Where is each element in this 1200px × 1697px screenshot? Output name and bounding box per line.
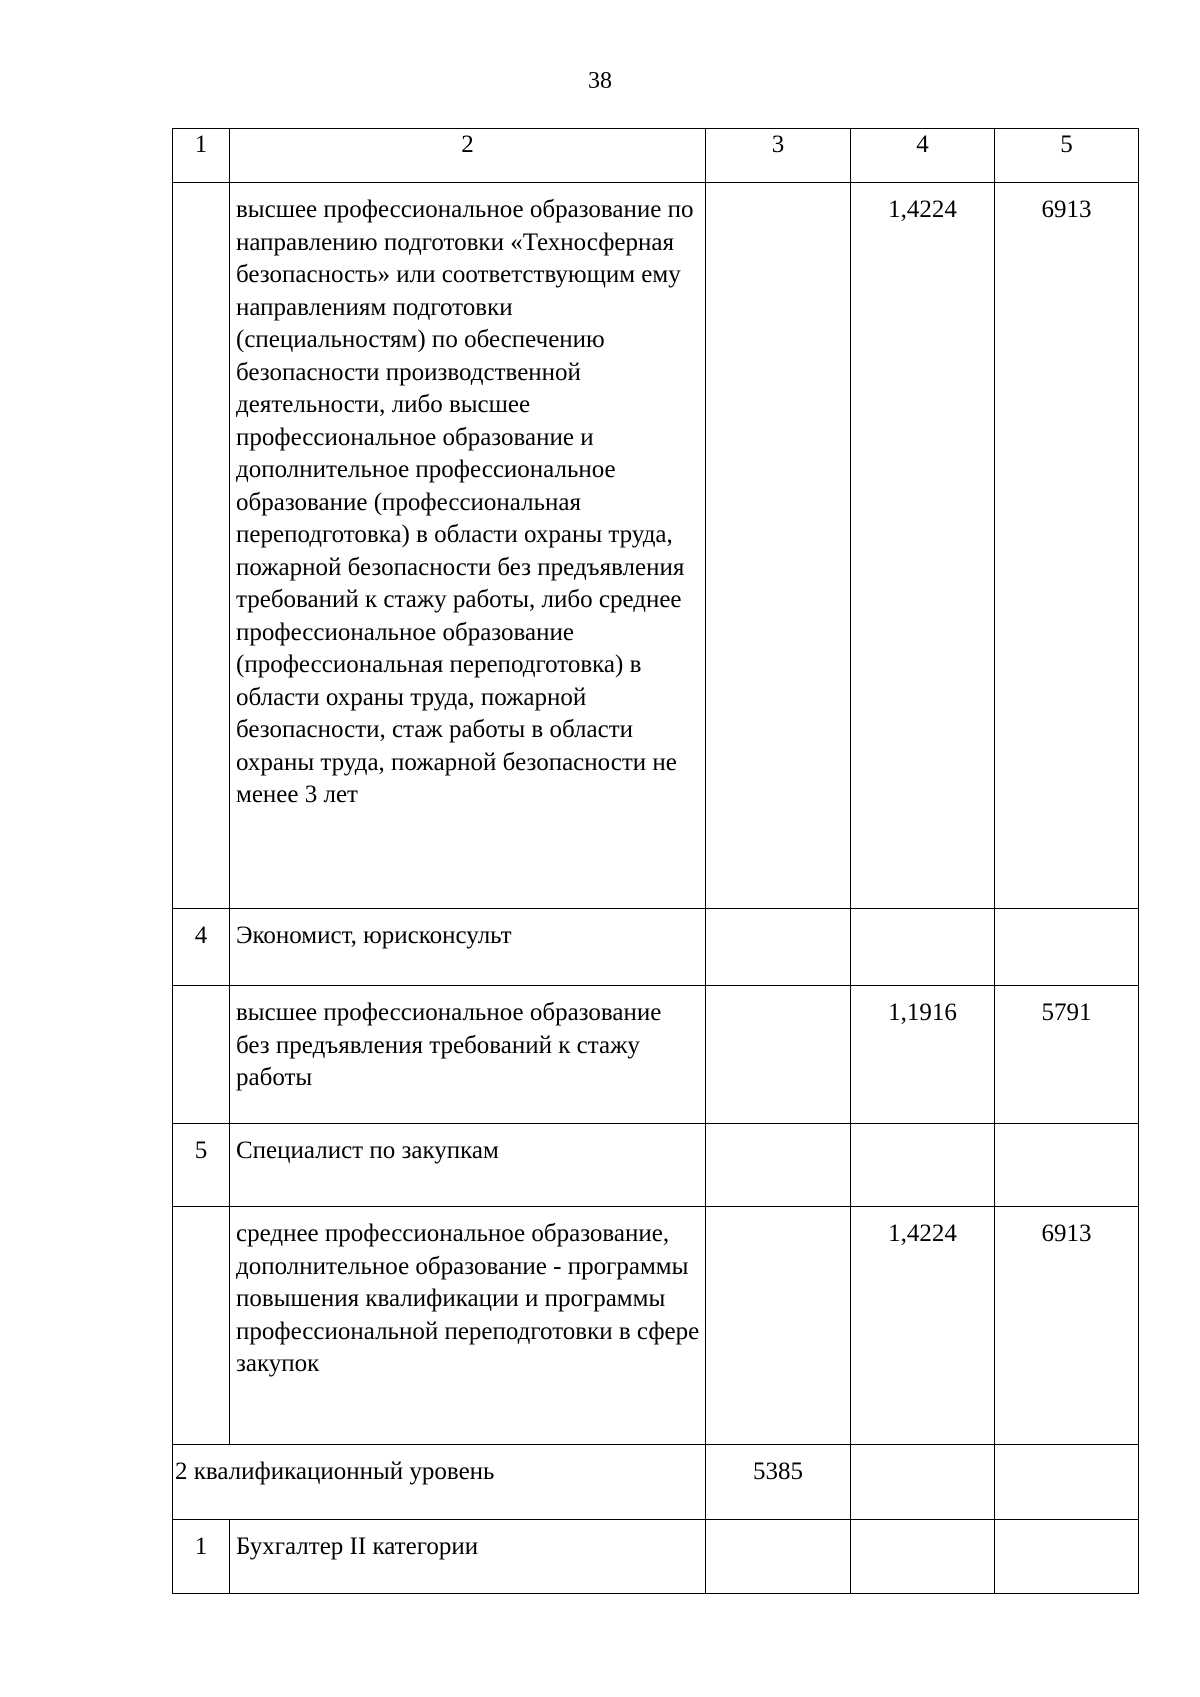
table-row [173, 183, 1139, 909]
row-number: 1 [173, 1520, 230, 1594]
coefficient-cell [851, 1445, 995, 1520]
page-number: 38 [588, 68, 612, 94]
coefficient-cell [851, 909, 995, 986]
row-number [173, 183, 230, 909]
table-row [173, 1520, 1139, 1594]
base-salary-cell: 5385 [706, 1445, 851, 1520]
qualification-table [172, 128, 1139, 1594]
coefficient-cell [851, 1520, 995, 1594]
coefficient-cell [851, 1124, 995, 1207]
row-number [173, 986, 230, 1124]
qualification-level-row [173, 1445, 1139, 1520]
qualification-level-label: 2 квалификационный уровень [173, 1445, 706, 1520]
row-number: 4 [173, 909, 230, 986]
column-header: 2 [230, 129, 706, 183]
cell-col3 [706, 909, 851, 986]
salary-cell [995, 1445, 1139, 1520]
salary-cell: 6913 [995, 1207, 1139, 1445]
column-header: 1 [173, 129, 230, 183]
table-header-row [173, 129, 1139, 183]
table-row [173, 1124, 1139, 1207]
position-title: Экономист, юрисконсульт [230, 909, 706, 986]
cell-col3 [706, 1124, 851, 1207]
salary-cell: 6913 [995, 183, 1139, 909]
table-row [173, 986, 1139, 1124]
requirement-text: высшее профессиональное образование по направлению подготовки «Техносферная безопасность» или соответствующим ему направлениям подготовки (специальностям) по обеспечению безопасности производственной деятельности, либо высшее профессиональное образование и дополнительное профессиональное образование (профессиональная переподготовка) в области охраны труда, пожарной безопасности без предъявления требований к стажу работы, либо среднее профессиональное образование (профессиональная переподготовка) в области охраны труда, пожарной безопасности, стаж работы в области охраны труда, пожарной безопасности не менее 3 лет [230, 183, 706, 909]
coefficient-cell: 1,4224 [851, 183, 995, 909]
salary-cell: 5791 [995, 986, 1139, 1124]
column-header: 4 [851, 129, 995, 183]
coefficient-cell: 1,1916 [851, 986, 995, 1124]
requirement-text: среднее профессиональное образование, дополнительное образование - программы повышения квалификации и программы профессиональной переподготовки в сфере закупок [230, 1207, 706, 1445]
salary-cell [995, 909, 1139, 986]
column-header: 3 [706, 129, 851, 183]
cell-col3 [706, 1207, 851, 1445]
column-header: 5 [995, 129, 1139, 183]
row-number [173, 1207, 230, 1445]
position-title: Бухгалтер II категории [230, 1520, 706, 1594]
salary-cell [995, 1124, 1139, 1207]
coefficient-cell: 1,4224 [851, 1207, 995, 1445]
salary-cell [995, 1520, 1139, 1594]
cell-col3 [706, 183, 851, 909]
table-row [173, 909, 1139, 986]
position-title: Специалист по закупкам [230, 1124, 706, 1207]
cell-col3 [706, 986, 851, 1124]
row-number: 5 [173, 1124, 230, 1207]
requirement-text: высшее профессиональное образование без предъявления требований к стажу работы [230, 986, 706, 1124]
cell-col3 [706, 1520, 851, 1594]
table-row [173, 1207, 1139, 1445]
